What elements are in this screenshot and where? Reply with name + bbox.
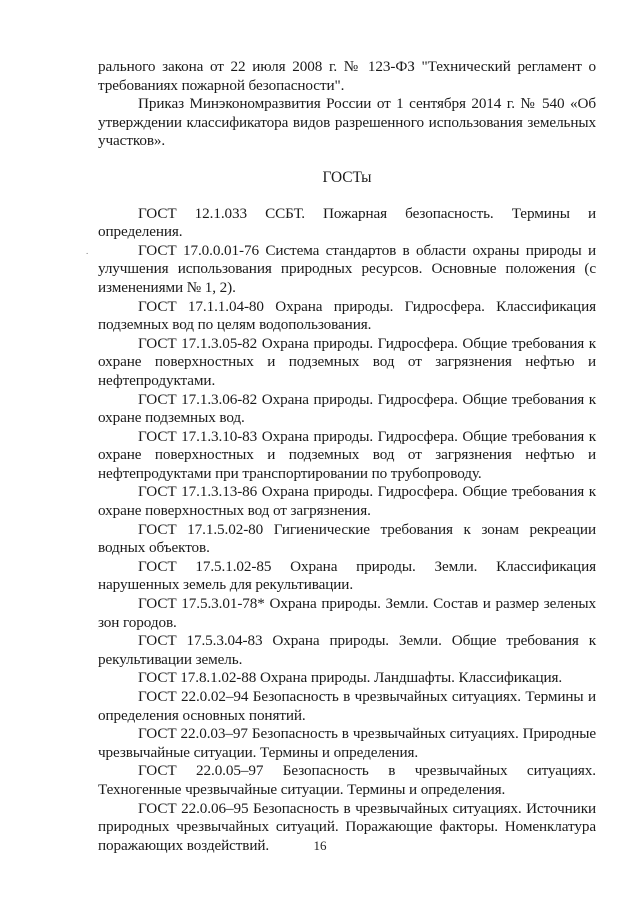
gost-item: ГОСТ 22.0.06–95 Безопасность в чрезвычайных ситуациях. Источники природных чрезвычайных ситуаций. Поражающие факторы. Номенклатура поражающих воздействий. — [98, 799, 596, 854]
gost-item: ГОСТ 22.0.02–94 Безопасность в чрезвычайных ситуациях. Термины и определения основных понятий. — [98, 688, 596, 724]
page-number: 16 — [313, 838, 327, 853]
gost-item: ГОСТ 22.0.05–97 Безопасность в чрезвычайных ситуациях. Техногенные чрезвычайные ситуации. Термины и определения. — [98, 762, 596, 798]
gost-item: ГОСТ 17.5.3.04-83 Охрана природы. Земли. Общие требования к рекультивации земель. — [98, 632, 596, 668]
intro-paragraph-continuation: рального закона от 22 июля 2008 г. № 123-ФЗ "Технический регламент о требованиях пожарной безопасности". — [98, 58, 596, 94]
document-page — [98, 58, 596, 855]
gost-item: ГОСТ 22.0.03–97 Безопасность в чрезвычайных ситуациях. Природные чрезвычайные ситуации. Термины и определения. — [98, 725, 596, 761]
margin-mark: . — [86, 246, 89, 256]
gost-item: ГОСТ 17.1.3.05-82 Охрана природы. Гидросфера. Общие требования к охране поверхностных и подземных вод от загрязнения нефтью и нефтепродуктами. — [98, 334, 596, 389]
intro-paragraph-order: Приказ Минэкономразвития России от 1 сентября 2014 г. № 540 «Об утверждении классификатора видов разрешенного использования земельных участков». — [98, 95, 596, 150]
gost-item: ГОСТ 17.1.3.06-82 Охрана природы. Гидросфера. Общие требования к охране подземных вод. — [98, 390, 596, 427]
gost-item: ГОСТ 17.0.0.01-76 Система стандартов в области охраны природы и улучшения использования природных ресурсов. Основные положения (с изменениями № 1, 2). — [98, 241, 596, 296]
gost-item: ГОСТ 17.5.3.01-78* Охрана природы. Земли. Состав и размер зеленых зон городов. — [98, 595, 596, 631]
gost-item: ГОСТ 17.1.5.02-80 Гигиенические требования к зонам рекреации водных объектов. — [98, 520, 596, 557]
gost-item: ГОСТ 12.1.033 ССБТ. Пожарная безопасность. Термины и определения. — [98, 204, 596, 241]
gost-item: ГОСТ 17.1.3.13-86 Охрана природы. Гидросфера. Общие требования к охране поверхностных вод от загрязнения. — [98, 483, 596, 520]
gost-item: ГОСТ 17.5.1.02-85 Охрана природы. Земли. Классификация нарушенных земель для рекультивации. — [98, 557, 596, 594]
section-heading: ГОСТы — [322, 168, 372, 186]
gost-item: ГОСТ 17.1.1.04-80 Охрана природы. Гидросфера. Классификация подземных вод по целям водопользования. — [98, 297, 596, 334]
gost-item: ГОСТ 17.1.3.10-83 Охрана природы. Гидросфера. Общие требования к охране поверхностных и подземных вод от загрязнения нефтью и нефтепродуктами при транспортировании по трубопроводу. — [98, 427, 596, 482]
gost-item: ГОСТ 17.8.1.02-88 Охрана природы. Ландшафты. Классификация. — [138, 669, 563, 687]
